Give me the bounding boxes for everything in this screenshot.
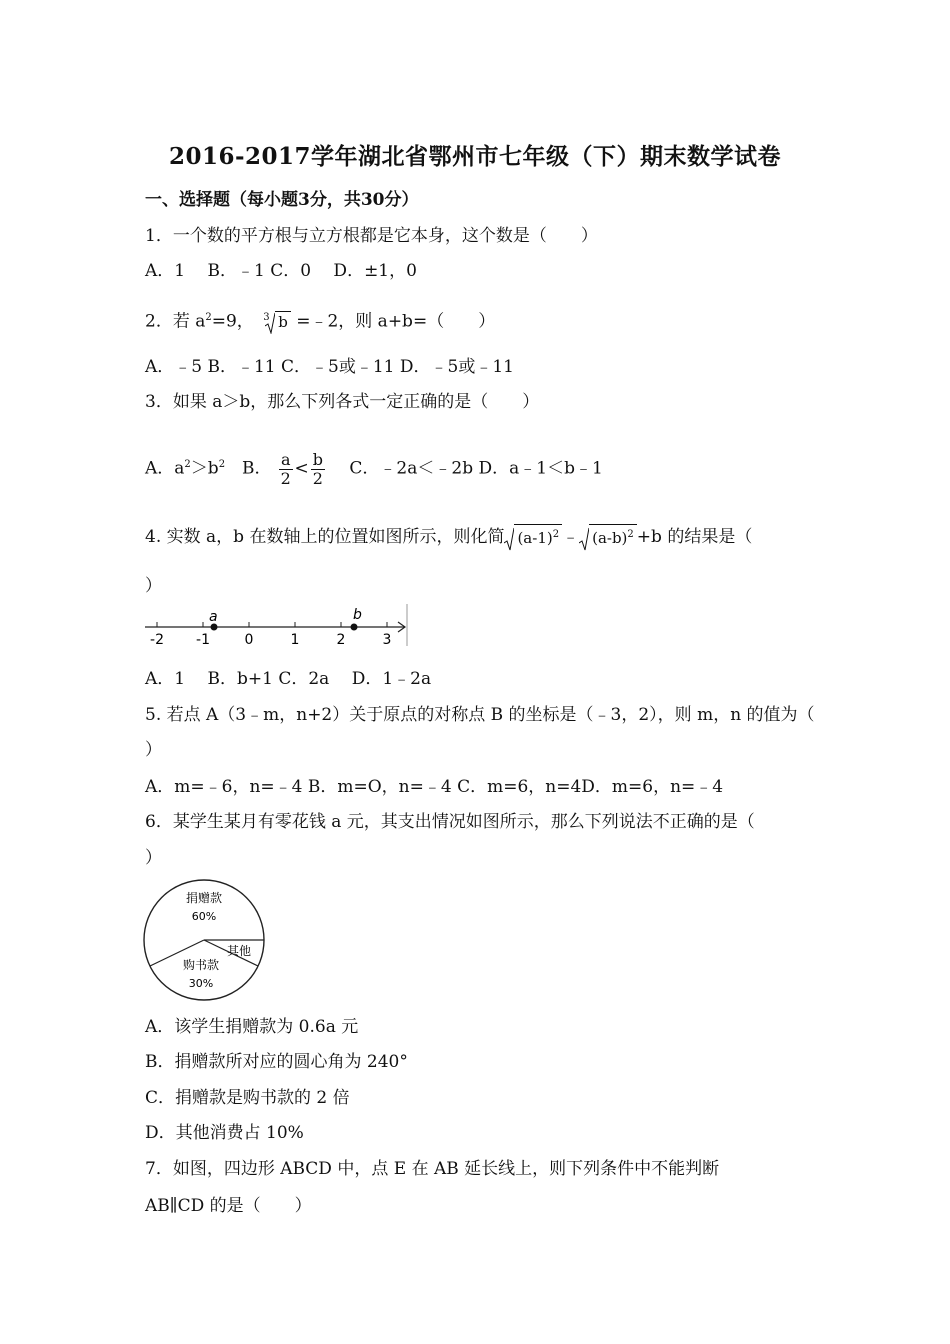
radicand-exp: 2 [552,529,560,540]
question-2-stem [145,306,495,334]
question-6-optionC: C．捐赠款是购书款的 2 倍 [145,1088,350,1108]
q2-suffix: =﹣2，则 a+b=（ ） [296,311,496,332]
pie-label-donation: 捐赠款 [185,891,223,905]
question-5-close: ） [145,740,162,760]
root-index: 3 [263,312,270,324]
question-1-options: A．1 B．﹣1 C．0 D．±1，0 [145,261,417,281]
axis-tick-label: 3 [382,632,392,648]
question-5-options: A．m=﹣6，n=﹣4 B．m=O，n=﹣4 C．m=6，n=4D．m=6，n=﹣4 [145,777,724,797]
number-line-figure [143,602,413,648]
page-title: 2016-2017学年湖北省鄂州市七年级（下）期末数学试卷 [168,143,782,170]
question-3-stem: 3．如果 a＞b，那么下列各式一定正确的是（ ） [145,392,540,412]
q2-prefix: 2．若 a [145,311,206,332]
point-a-label: a [209,609,218,625]
question-1-stem: 1．一个数的平方根与立方根都是它本身，这个数是（ ） [145,226,598,246]
q2-sup: 2 [205,312,212,323]
question-6-close: ） [145,848,162,868]
radicand-exp: 2 [627,529,634,540]
point-b-label: b [353,607,362,623]
radicand-2 [589,524,637,548]
pie-label-other: 其他 [226,944,252,958]
question-4-options: A．1 B．b+1 C．2a D．1﹣2a [145,669,432,689]
frac-num: a [280,449,291,469]
question-3-options [145,446,603,488]
q3-optB-label: B． [225,458,272,479]
q4-prefix: 4. 实数 a，b 在数轴上的位置如图所示，则化简 [145,526,505,547]
radical-sign-icon [504,527,514,551]
frac-den: 2 [312,468,323,488]
axis-tick-label: 0 [244,632,254,648]
root-radicand: b [275,311,291,332]
question-2-options: A．﹣5 B．﹣11 C．﹣5或﹣11 D．﹣5或﹣11 [145,357,514,377]
cube-root-b [265,310,291,334]
question-4-stem [145,524,752,551]
radical-sign-icon [579,527,589,551]
question-7-stem-continued: AB∥CD 的是（ ） [145,1196,312,1216]
question-5-stem: 5. 若点 A（3﹣m，n+2）关于原点的对称点 B 的坐标是（﹣3，2），则 m，n 的值为（ [145,705,815,725]
q3-sup1: 2 [184,459,191,470]
radicand-1 [514,524,562,548]
fraction-a-over-2 [279,451,293,488]
axis-tick-label: -1 [196,632,210,648]
question-6-optionB: B．捐赠款所对应的圆心角为 240° [145,1052,408,1072]
section-heading: 一、选择题（每小题3分，共30分） [145,190,419,210]
sqrt-a-minus-b [579,524,637,551]
axis-tick-label: 2 [336,632,346,648]
q4-suffix: +b 的结果是（ [636,526,753,547]
fraction-b-over-2 [311,451,325,488]
question-6-optionA: A．该学生捐赠款为 0.6a 元 [145,1017,359,1037]
radicand-expr: (a-b) [592,529,628,547]
frac-num: b [312,449,324,469]
question-6-optionD: D．其他消费占 10% [145,1123,304,1143]
axis-tick-label: -2 [150,632,164,648]
question-4-close: ） [145,576,162,596]
pie-chart-figure [141,878,267,1002]
q3-sup2: 2 [218,459,226,470]
q3-optA-mid: ＞b [190,458,219,479]
radicand-expr: (a-1) [517,529,553,547]
frac-den: 2 [280,468,291,488]
q3-optA: A．a [145,458,185,479]
q3-relation: < [294,458,309,479]
pie-label-books: 购书款 [182,958,220,972]
pie-pct-donation: 60% [191,910,217,923]
pie-pct-books: 30% [188,977,214,990]
axis-tick-label: 1 [290,632,300,648]
q4-minus: ﹣ [562,526,580,547]
q3-optCD: C．﹣2a＜﹣2b D．a﹣1＜b﹣1 [332,458,603,479]
q2-mid: =9， [211,311,254,332]
question-7-stem: 7．如图，四边形 ABCD 中，点 E 在 AB 延长线上，则下列条件中不能判断 [145,1159,720,1179]
question-6-stem: 6．某学生某月有零花钱 a 元，其支出情况如图所示，那么下列说法不正确的是（ [145,812,755,832]
sqrt-a-minus-1 [504,524,562,551]
point-b-dot [351,624,358,631]
